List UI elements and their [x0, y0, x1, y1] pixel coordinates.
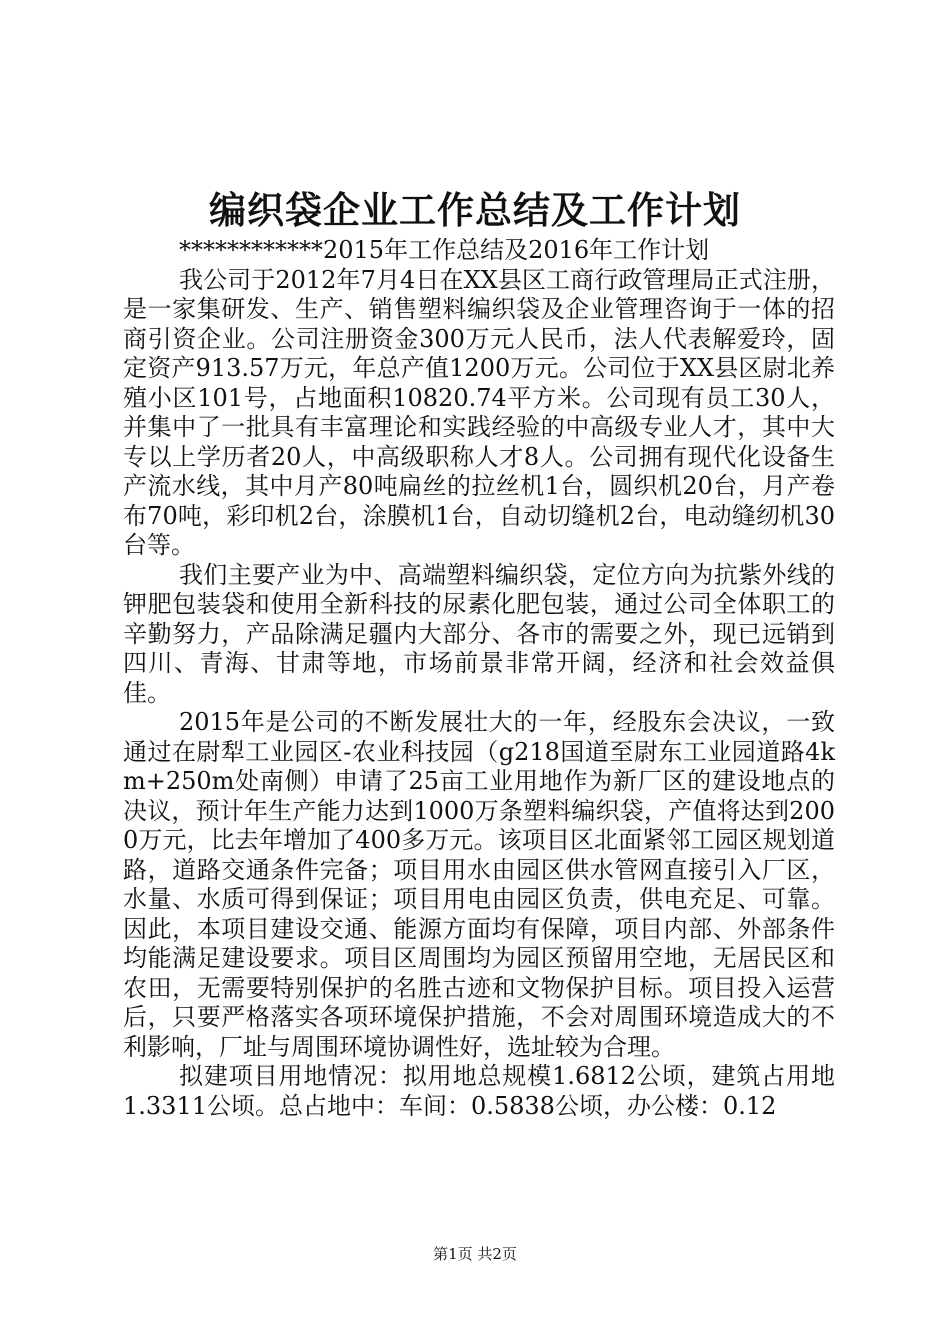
- paragraph-main-products: 我们主要产业为中、高端塑料编织袋，定位方向为抗紫外线的钾肥包装袋和使用全新科技的尿素化肥包装，通过公司全体职工的辛勤努力，产品除满足疆内大部分、各市的需要之外，现已远销到四川、青海、甘肃等地，市场前景非常开阔，经济和社会效益俱佳。: [123, 560, 835, 707]
- document-subtitle: ************2015年工作总结及2016年工作计划: [179, 236, 710, 264]
- paragraph-2015-development: 2015年是公司的不断发展壮大的一年，经股东会决议，一致通过在尉犁工业园区-农业科技园（g218国道至尉东工业园道路4km+250m处南侧）申请了25亩工业用地作为新厂区的建设地点的决议，预计年生产能力达到1000万条塑料编织袋，产值将达到2000万元，比去年增加了400多万元。该项目区北面紧邻工园区规划道路，道路交通条件完备；项目用水由园区供水管网直接引入厂区，水量、水质可得到保证；项目用电由园区负责，供电充足、可靠。因此，本项目建设交通、能源方面均有保障，项目内部、外部条件均能满足建设要求。项目区周围均为园区预留用空地，无居民区和农田，无需要特别保护的名胜古迹和文物保护目标。项目投入运营后，只要严格落实各项环境保护措施，不会对周围环境造成大的不利影响，厂址与周围环境协调性好，选址较为合理。: [123, 708, 835, 1061]
- document-body: [123, 236, 835, 1121]
- document-title: 编织袋企业工作总结及工作计划: [209, 188, 741, 232]
- paragraph-land-use: 拟建项目用地情况：拟用地总规模1.6812公顷，建筑占用地1.3311公顷。总占地中：车间：0.5838公顷，办公楼：0.12: [123, 1062, 835, 1120]
- paragraph-company-profile: 我公司于2012年7月4日在XX县区工商行政管理局正式注册，是一家集研发、生产、销售塑料编织袋及企业管理咨询于一体的招商引资企业。公司注册资金300万元人民币，法人代表解爱玲，固定资产913.57万元，年总产值1200万元。公司位于XX县区尉北养殖小区101号，占地面积10820.74平方米。公司现有员工30人，并集中了一批具有丰富理论和实践经验的中高级专业人才，其中大专以上学历者20人，中高级职称人才8人。公司拥有现代化设备生产流水线，其中月产80吨扁丝的拉丝机1台，圆织机20台，月产卷布70吨，彩印机2台，涂膜机1台，自动切缝机2台，电动缝纫机30台等。: [123, 265, 835, 559]
- page-number-footer: 第1页 共2页: [433, 1245, 517, 1263]
